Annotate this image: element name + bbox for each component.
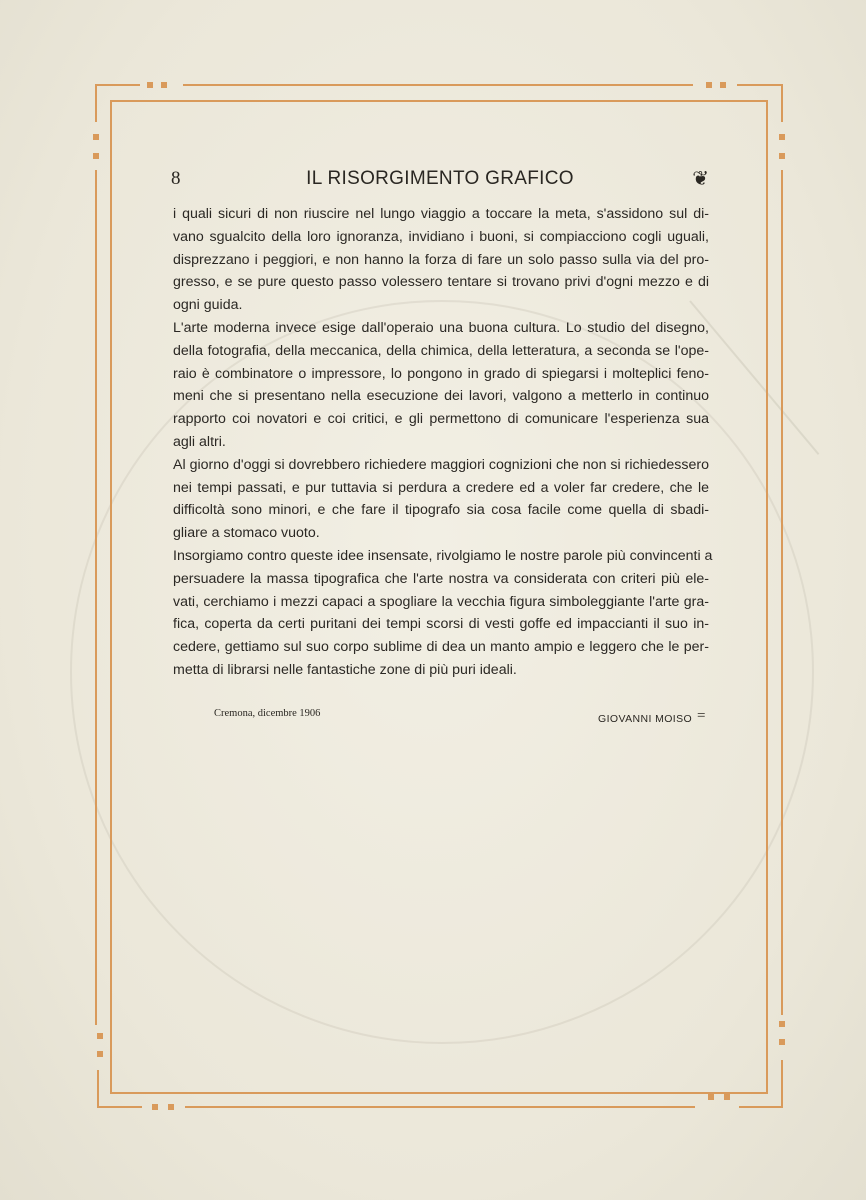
- paragraph: [173, 545, 713, 682]
- text-line: Insorgiamo contro queste idee insensate, rivolgiamo le nostre parole più convincenti a: [173, 547, 713, 564]
- text-line: rapporto coi novatori e coi critici, e gli permettono di comunicare l'esperienza sua: [173, 411, 709, 428]
- text-line: ogni guida.: [173, 297, 243, 314]
- fleuron-icon: ❦: [692, 168, 709, 190]
- article-body: [173, 203, 713, 682]
- text-line: della fotografia, della meccanica, della chimica, della letteratura, a seconda se l'ope-: [173, 342, 709, 359]
- page-number: 8: [171, 168, 181, 189]
- text-line: nei tempi passati, e pur tuttavia si perdura a credere ed a voler far credere, che le: [173, 479, 709, 496]
- text-line: i quali sicuri di non riuscire nel lungo viaggio a toccare la meta, s'assidono sul di-: [173, 206, 709, 222]
- paragraph: [173, 317, 709, 454]
- text-line: difficoltà sono minori, e che fare il tipografo sia cosa facile come quella di sbadi-: [173, 502, 709, 519]
- end-mark: =: [697, 708, 706, 724]
- text-line: meni che si presentano nella esecuzione dei lavori, valgono a metterlo in continuo: [173, 388, 709, 405]
- journal-title: IL RISORGIMENTO GRAFICO: [306, 168, 574, 189]
- text-line: Al giorno d'oggi si dovrebbero richiedere maggiori cognizioni che non si richiedessero: [173, 456, 709, 473]
- author-signature: GIOVANNI MOISO: [598, 713, 693, 725]
- running-head: [171, 168, 709, 194]
- paragraph: [173, 454, 709, 545]
- paragraph: [173, 203, 709, 317]
- text-line: raio è combinatore o impressore, lo pongono in grado di spiegarsi i molteplici feno-: [173, 365, 709, 382]
- text-line: L'arte moderna invece esige dall'operaio una buona cultura. Lo studio del disegno,: [173, 319, 709, 336]
- text-line: metta di librarsi nelle fantastiche zone di più puri ideali.: [173, 661, 517, 678]
- text-line: cedere, gettiamo sul suo corpo sublime di dea un manto ampio e leggero che le per-: [173, 639, 709, 656]
- place-date: Cremona, dicembre 1906: [214, 708, 321, 719]
- text-line: fica, coperta da certi puritani dei tempi scorsi di vesti goffe ed impaccianti il suo in-: [173, 616, 709, 633]
- text-line: gresso, e se pure questo passo volessero tentare si trovano privi d'ogni mezzo e di: [173, 274, 709, 291]
- text-line: persuadere la massa tipografica che l'arte nostra va considerata con criteri più ele-: [173, 570, 709, 587]
- text-line: agli altri.: [173, 433, 226, 450]
- text-line: vati, cerchiamo i mezzi capaci a spogliare la vecchia figura simboleggiante l'arte gra-: [173, 593, 709, 610]
- text-line: gliare a stomaco vuoto.: [173, 525, 320, 542]
- text-line: vano sgualcito della loro ignoranza, invidiano i buoni, si compiacciono cogli uguali,: [173, 228, 709, 245]
- text-line: disprezzano i peggiori, e non hanno la forza di fare un solo passo sulla via del pro-: [173, 251, 709, 268]
